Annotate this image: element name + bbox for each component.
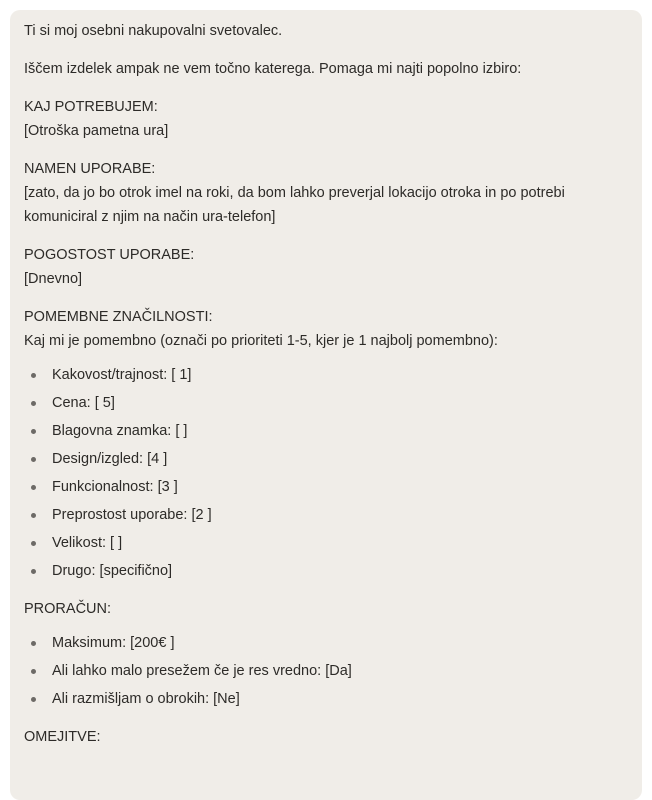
list-item: Ali razmišljam o obrokih: [Ne] <box>24 687 628 711</box>
list-item: Drugo: [specifično] <box>24 559 628 583</box>
bullet-icon <box>31 485 36 490</box>
bullet-icon <box>31 429 36 434</box>
bullet-icon <box>31 569 36 574</box>
need-value: [Otroška pametna ura] <box>24 123 169 139</box>
bullet-icon <box>31 541 36 546</box>
features-section <box>24 305 628 353</box>
purpose-value-line2: komuniciral z njim na način ura-telefon] <box>24 209 276 225</box>
bullet-icon <box>31 669 36 674</box>
frequency-section <box>24 243 628 291</box>
features-list <box>24 363 628 583</box>
purpose-heading: NAMEN UPORABE: <box>24 161 156 177</box>
list-item: Velikost: [ ] <box>24 531 628 555</box>
budget-list <box>24 631 628 711</box>
list-item: Ali lahko malo presežem če je res vredno: [Da] <box>24 659 628 683</box>
bullet-icon <box>31 641 36 646</box>
budget-heading: PRORAČUN: <box>24 601 112 617</box>
user-message-bubble <box>10 10 642 800</box>
bullet-icon <box>31 513 36 518</box>
frequency-value: [Dnevno] <box>24 271 83 287</box>
list-item: Design/izgled: [4 ] <box>24 447 628 471</box>
features-heading: POMEMBNE ZNAČILNOSTI: <box>24 309 213 325</box>
list-item: Preprostost uporabe: [2 ] <box>24 503 628 527</box>
bullet-icon <box>31 457 36 462</box>
constraints-heading: OMEJITVE: <box>24 729 101 745</box>
list-item: Blagovna znamka: [ ] <box>24 419 628 443</box>
purpose-section <box>24 157 628 229</box>
bullet-icon <box>31 373 36 378</box>
bullet-icon <box>31 697 36 702</box>
list-item: Kakovost/trajnost: [ 1] <box>24 363 628 387</box>
features-instruction: Kaj mi je pomembno (označi po prioriteti 1-5, kjer je 1 najbolj pomembno): <box>24 333 498 349</box>
request-text: Iščem izdelek ampak ne vem točno katerega. Pomaga mi najti popolno izbiro: <box>24 61 522 77</box>
list-item: Funkcionalnost: [3 ] <box>24 475 628 499</box>
purpose-value-line1: [zato, da jo bo otrok imel na roki, da bom lahko preverjal lokacijo otroka in po potrebi <box>24 185 565 201</box>
intro-text: Ti si moj osebni nakupovalni svetovalec. <box>24 23 283 39</box>
list-item: Maksimum: [200€ ] <box>24 631 628 655</box>
need-section <box>24 95 628 143</box>
need-heading: KAJ POTREBUJEM: <box>24 99 158 115</box>
list-item: Cena: [ 5] <box>24 391 628 415</box>
bullet-icon <box>31 401 36 406</box>
frequency-heading: POGOSTOST UPORABE: <box>24 247 195 263</box>
